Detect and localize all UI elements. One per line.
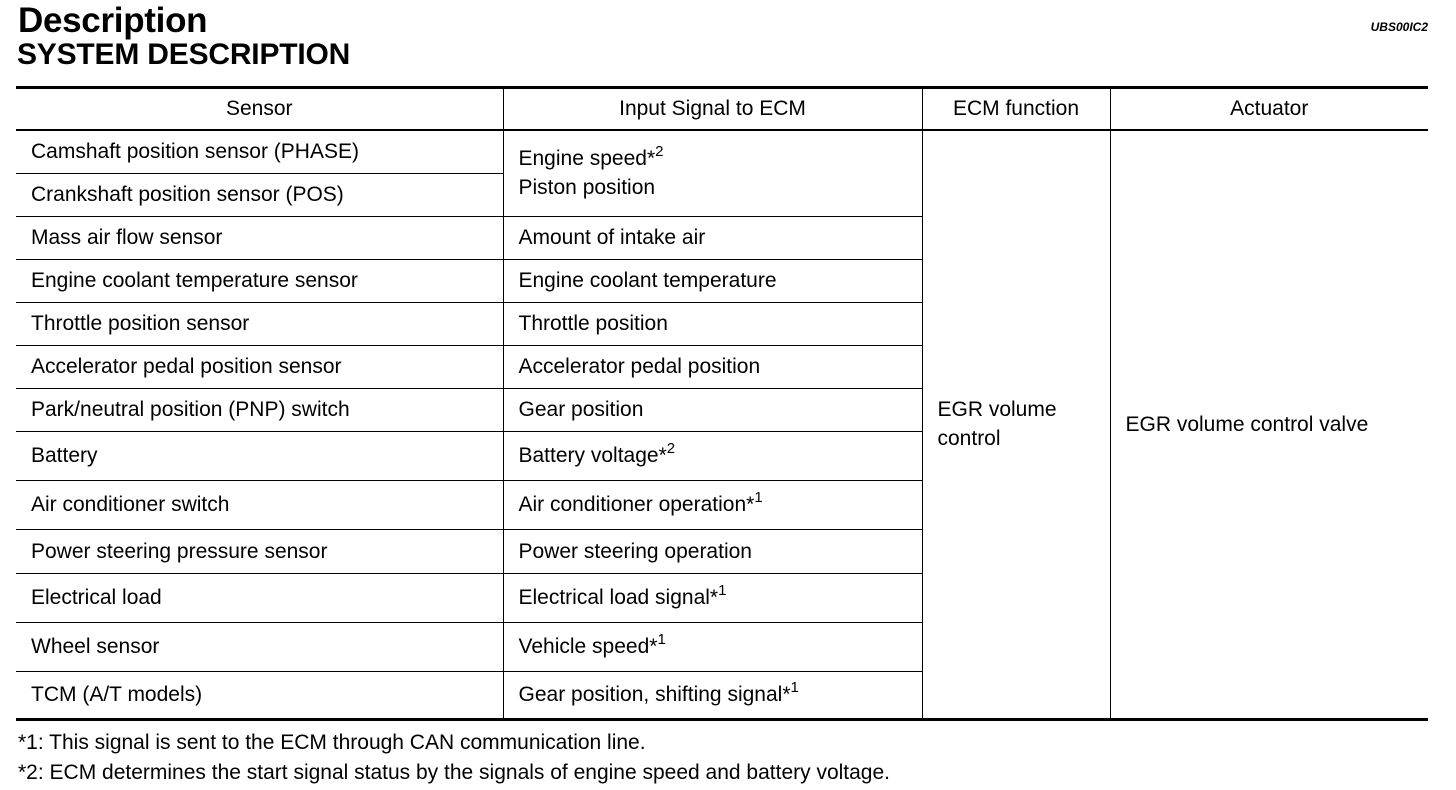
signal-cell: Battery voltage*$^2$ <box>503 431 922 480</box>
header-input-signal: Input Signal to ECM <box>503 88 922 131</box>
footnote-1: *1: This signal is sent to the ECM through CAN communication line. <box>18 731 646 754</box>
sensor-cell: Crankshaft position sensor (POS) <box>16 173 503 216</box>
actuator-cell: EGR volume control valve <box>1110 130 1428 719</box>
footnote-mark: 2 <box>655 143 664 161</box>
ecm-function-cell <box>922 130 1110 719</box>
signal-line: Piston position <box>518 176 656 200</box>
sensor-cell: Mass air flow sensor <box>16 216 503 259</box>
signal-cell: Air conditioner operation*$^1$ <box>503 480 922 529</box>
ecm-function-line: EGR volume <box>937 398 1057 422</box>
header-sensor: Sensor <box>16 88 503 131</box>
section-title: Description <box>18 1 208 40</box>
footnote-mark: 1 <box>657 631 666 648</box>
sensor-cell: Electrical load <box>16 573 503 622</box>
sensor-cell: Accelerator pedal position sensor <box>16 345 503 388</box>
footnote-mark: 1 <box>718 582 727 599</box>
section-subtitle: SYSTEM DESCRIPTION <box>17 38 351 71</box>
signal-cell: Gear position <box>503 388 922 431</box>
signal-cell-merged <box>503 130 922 216</box>
sensor-cell: Engine coolant temperature sensor <box>16 259 503 302</box>
signal-cell: Power steering operation <box>503 529 922 573</box>
sensor-cell: Power steering pressure sensor <box>16 529 503 573</box>
sensor-cell: Air conditioner switch <box>16 480 503 529</box>
sensor-cell: Camshaft position sensor (PHASE) <box>16 130 503 173</box>
sensor-cell: Throttle position sensor <box>16 302 503 345</box>
footnote-mark: 1 <box>754 489 763 506</box>
signal-line: Engine speed*$^2$ <box>518 143 664 171</box>
system-description-table <box>16 86 1428 721</box>
footnote-mark: 2 <box>666 440 676 457</box>
signal-cell: Accelerator pedal position <box>503 345 922 388</box>
sensor-cell: Battery <box>16 431 503 480</box>
sensor-cell: Wheel sensor <box>16 622 503 671</box>
reference-code: UBS00IC2 <box>1370 20 1428 34</box>
sensor-cell: TCM (A/T models) <box>16 671 503 719</box>
table-header-row <box>16 88 1428 131</box>
header-actuator: Actuator <box>1110 88 1428 131</box>
footnote-2: *2: ECM determines the start signal status by the signals of engine speed and battery voltage. <box>18 761 891 784</box>
ecm-function-line: control <box>937 427 1001 451</box>
signal-cell: Gear position, shifting signal*$^1$ <box>503 671 922 719</box>
signal-cell: Vehicle speed*$^1$ <box>503 622 922 671</box>
signal-cell: Engine coolant temperature <box>503 259 922 302</box>
footnote-mark: 1 <box>790 679 799 696</box>
signal-cell: Amount of intake air <box>503 216 922 259</box>
table-row <box>16 130 1428 173</box>
footnotes <box>18 728 890 788</box>
signal-cell: Electrical load signal*$^1$ <box>503 573 922 622</box>
sensor-cell: Park/neutral position (PNP) switch <box>16 388 503 431</box>
header-ecm-function: ECM function <box>922 88 1110 131</box>
signal-cell: Throttle position <box>503 302 922 345</box>
